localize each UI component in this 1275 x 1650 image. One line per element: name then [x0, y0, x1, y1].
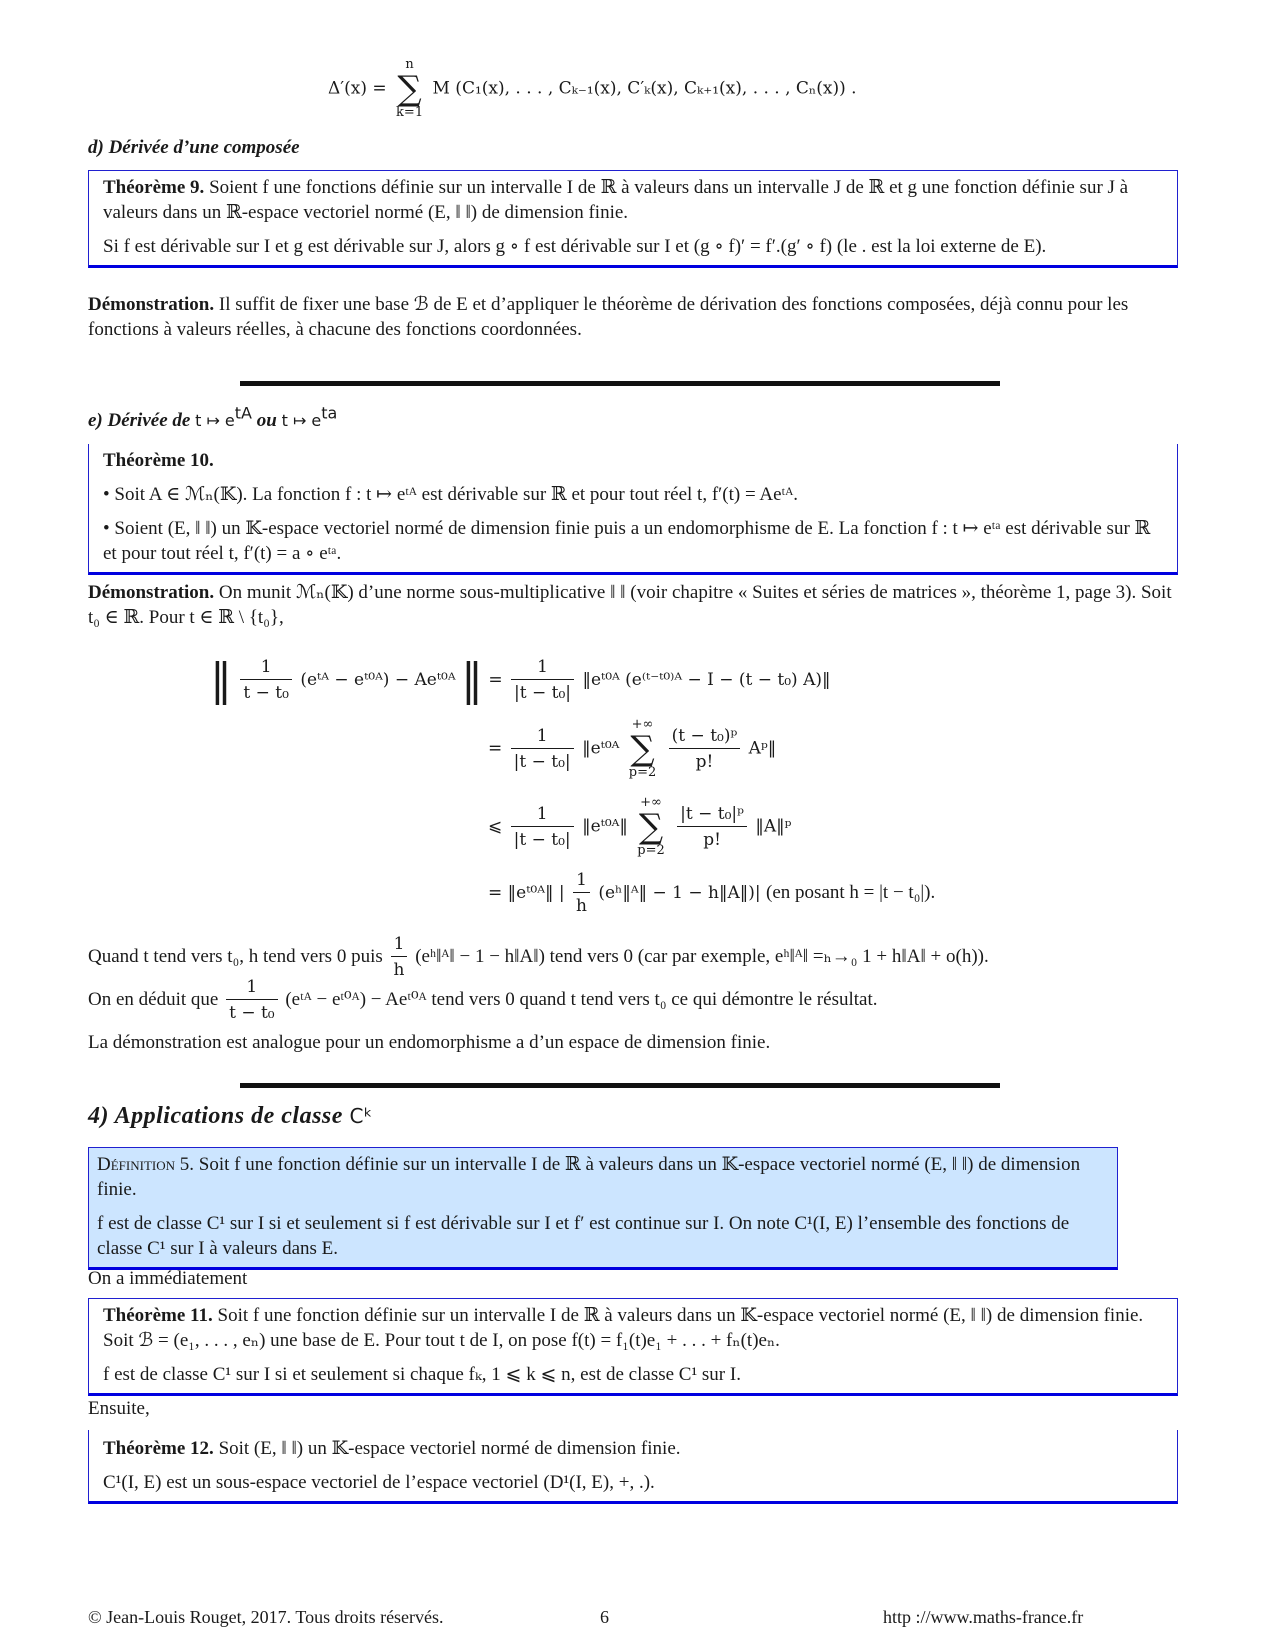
definition-label: Définition 5. [97, 1154, 194, 1175]
align-row-2: = $\frac{1}{\text{|t − t₀|}}$ ‖eᵗ⁰ᴬ +∞ ∑ p=2 $\frac{\text{(t − t₀)ᵖ}}{p!}$ Aᵖ‖ [488, 717, 777, 780]
definition-5-body: f est de classe C¹ sur I si et seulement si f est dérivable sur I et f′ est continue sur I. On note C¹(I, E) l’ensemble des fonctions de classe C¹ sur I à valeurs dans E. [97, 1213, 1070, 1259]
theorem-label: Théorème 10. [103, 450, 214, 471]
definition-5-box [88, 1147, 1118, 1270]
theorem-12-box [88, 1430, 1178, 1504]
theorem-10-bullet-2: • Soient (E, ‖ ‖) un 𝕂-espace vectoriel normé de dimension finie puis a un endomorphisme de E. La fonction f : t ↦ eᵗᵃ est dérivable sur ℝ et pour tout réel t, f′(t) = a ∘ eᵗᵃ. [103, 518, 1151, 564]
proof-label: Démonstration. [88, 294, 215, 315]
theorem-9-box [88, 170, 1178, 268]
conclusion-line-3: La démonstration est analogue pour un endomorphisme a d’un espace de dimension finie. [88, 1032, 771, 1053]
proof-d: Démonstration. Il suffit de fixer une base ℬ de E et d’appliquer le théorème de dérivation des fonctions composées, déjà connu pour les fonctions à valeurs réelles, à chacune des fonctions coordonnées. [88, 294, 1129, 340]
theorem-10-bullet-1: • Soit A ∈ ℳₙ(𝕂). La fonction f : t ↦ eᵗᴬ est dérivable sur ℝ et pour tout réel t, f′(t) = Aeᵗᴬ. [103, 484, 798, 505]
section-divider [240, 1083, 1000, 1088]
conclusion-line-1: Quand t tend vers t₀, h tend vers 0 puis $\frac{1}{h}$ (eʰ‖ᴬ‖ − 1 − h‖A‖) tend vers 0 (car par exemple, eʰ‖ᴬ‖ =ₕ→₀ 1 + h‖A‖ + o(h)). [88, 934, 989, 980]
theorem-11-statement: Théorème 11. Soit f une fonction définie sur un intervalle I de ℝ à valeurs dans un 𝕂-espace vectoriel normé (E, ‖ ‖) de dimension finie. Soit ℬ = (e₁, . . . , eₙ) une base de E. Pour tout t de I, on pose f(t) = f₁(t)e₁ + . . . + fₙ(t)eₙ. [103, 1305, 1144, 1351]
subsection-heading-e: e) Dérivée de t ↦ $e^{tA}$ ou t ↦ $e^{ta}$ [88, 403, 338, 431]
proof-e-intro: Démonstration. On munit ℳₙ(𝕂) d’une norme sous-multiplicative ‖ ‖ (voir chapitre « Suites et séries de matrices », théorème 1, page 3). Soit t₀ ∈ ℝ. Pour t ∈ ℝ \ {t₀}, [88, 582, 1172, 628]
top-display-equation [328, 58, 857, 120]
theorem-12-statement: Théorème 12. Soit (E, ‖ ‖) un 𝕂-espace vectoriel normé de dimension finie. [103, 1438, 681, 1459]
footer-url-link[interactable]: http ://www.maths-france.fr [883, 1607, 1084, 1627]
footer-copyright: © Jean-Louis Rouget, 2017. Tous droits réservés. [88, 1607, 444, 1627]
align-row-3: ⩽ $\frac{1}{\text{|t − t₀|}}$ ‖eᵗ⁰ᴬ‖ +∞ ∑ p=2 $\frac{\text{|t − t₀|ᵖ}}{p!}$ ‖A‖ᵖ [488, 795, 792, 858]
subsection-heading-d: d) Dérivée d’une composée [88, 137, 300, 158]
theorem-9-conclusion: Si f est dérivable sur I et g est dérivable sur J, alors g ∘ f est dérivable sur I et (g ∘ f)′ = f′.(g′ ∘ f) (le . est la loi externe de E). [103, 236, 1047, 257]
conclusion-line-2: On en déduit que $\frac{1}{\text{t − t₀}}$ (eᵗᴬ − eᵗ⁰ᴬ) − Aeᵗ⁰ᴬ tend vers 0 quand t tend vers t₀ ce qui démontre le résultat. [88, 977, 878, 1023]
equation-body: M (C₁(x), . . . , Cₖ₋₁(x), C′ₖ(x), Cₖ₊₁(x), . . . , Cₙ(x)) . [432, 78, 857, 99]
definition-5-statement: Définition 5. Soit f une fonction définie sur un intervalle I de ℝ à valeurs dans un 𝕂-espace vectoriel normé (E, ‖ ‖) de dimension finie. [97, 1154, 1081, 1200]
theorem-12-conclusion: C¹(I, E) est un sous-espace vectoriel de l’espace vectoriel (D¹(I, E), +, .). [103, 1472, 655, 1493]
theorem-10-box [88, 444, 1178, 575]
theorem-11-box [88, 1298, 1178, 1396]
intro-next: Ensuite, [88, 1398, 150, 1419]
align-row-1: ‖ $\frac{1}{\text{t − t₀}}$ (eᵗᴬ − eᵗ⁰ᴬ) − Aeᵗ⁰ᴬ ‖ = $\frac{1}{\text{|t − t₀|}}$ ‖eᵗ⁰ᴬ (e⁽ᵗ⁻ᵗ⁰⁾ᴬ − I − (t − t₀) A)‖ [210, 654, 831, 706]
section-divider [240, 381, 1000, 386]
align-row-4: = ‖eᵗ⁰ᴬ‖ | $\frac{1}{h}$ (eʰ‖ᴬ‖ − 1 − h‖A‖)| (en posant h = |t − t₀|). [488, 870, 936, 916]
theorem-label: Théorème 11. [103, 1305, 213, 1326]
theorem-11-conclusion: f est de classe C¹ sur I si et seulement si chaque fₖ, 1 ⩽ k ⩽ n, est de classe C¹ sur I. [103, 1364, 741, 1385]
footer-page-number: 6 [600, 1607, 609, 1627]
summation: n ∑ k=1 [396, 57, 424, 120]
equation-lhs: Δ′(x) = [328, 78, 387, 99]
theorem-label: Théorème 9. [103, 177, 205, 198]
proof-label: Démonstration. [88, 582, 215, 603]
intro-immediately: On a immédiatement [88, 1268, 248, 1289]
theorem-9-statement: Théorème 9. Soient f une fonctions définie sur un intervalle I de ℝ à valeurs dans un intervalle J de ℝ et g une fonction définie sur J à valeurs dans un ℝ-espace vectoriel normé (E, ‖ ‖) de dimension finie. [103, 177, 1129, 223]
theorem-label: Théorème 12. [103, 1438, 214, 1459]
section-heading-4: 4) Applications de classe Cᵏ [88, 1103, 373, 1129]
